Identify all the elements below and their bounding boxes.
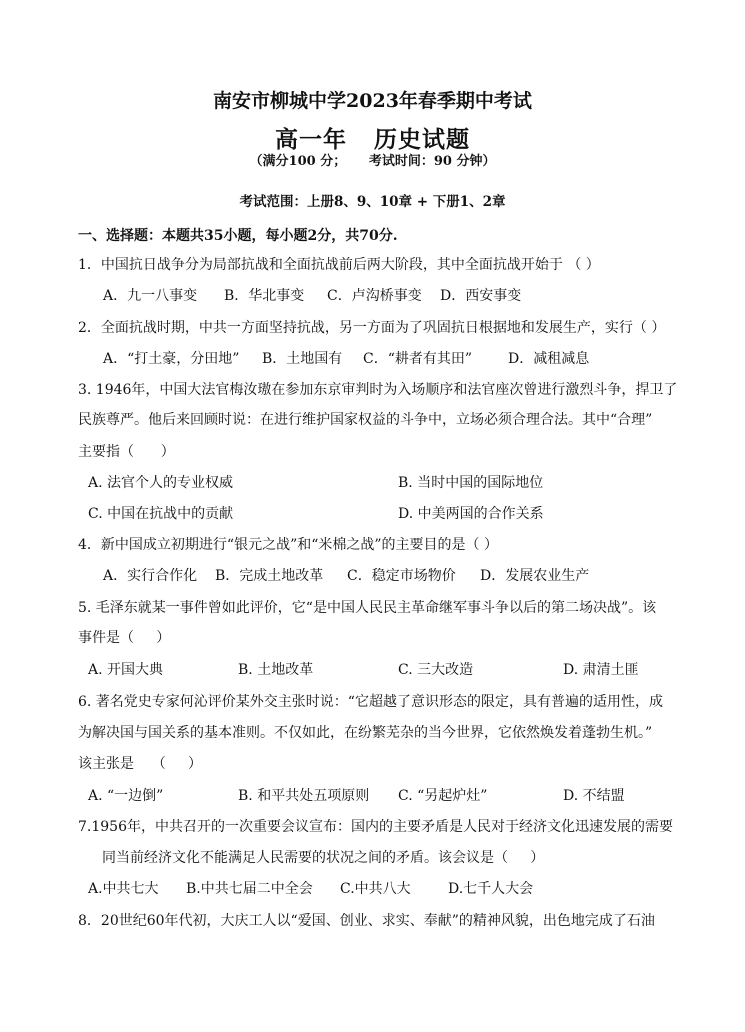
q2-option-a: A．“打土豪，分田地”: [103, 351, 240, 367]
q7-option-a: A.中共七大: [88, 881, 159, 897]
question-3-stem-line-1: 3. 1946年，中国大法官梅汝璈在参加东京审判时为入场顺序和法官座次曾进行激烈斗争，捍卫了: [78, 382, 678, 398]
q4-option-a: A．实行合作化: [103, 568, 198, 584]
question-6-stem-line-2: 为解决国与国关系的基本准则。不仅如此，在纷繁芜杂的当今世界，它依然焕发着蓬勃生机。”: [78, 725, 653, 741]
section-heading: 一、选择题：本题共35小题，每小题2分，共70分.: [78, 228, 398, 244]
exam-meta: （满分100 分； 考试时间：90 分钟）: [249, 154, 496, 169]
question-7-stem-line-1: 7.1956年，中共召开的一次重要会议宣布：国内的主要矛盾是人民对于经济文化迅速发展的需要: [78, 819, 673, 835]
q1-option-c: C．卢沟桥事变: [327, 288, 422, 304]
q2-option-d: D．减租减息: [508, 351, 590, 367]
q2-option-b: B．土地国有: [262, 351, 343, 367]
question-6-stem-line-1: 6. 著名党史专家何沁评价某外交主张时说：“它超越了意识形态的限定，具有普遍的适用性，成: [78, 694, 663, 710]
q6-option-c: C. “另起炉灶”: [398, 788, 488, 804]
q6-option-b: B. 和平共处五项原则: [238, 788, 370, 804]
q5-option-c: C. 三大改造: [398, 662, 474, 678]
q1-option-d: D．西安事变: [440, 288, 522, 304]
question-5-stem-line-1: 5. 毛泽东就某一事件曾如此评价，它“是中国人民民主革命继军事斗争以后的第二场决战”。该: [78, 600, 657, 616]
q2-option-c: C．“耕者有其田”: [363, 351, 473, 367]
question-3-stem-line-2: 民族尊严。他后来回顾时说：在进行维护国家权益的斗争中，立场必须合理合法。其中“合理”: [78, 412, 653, 428]
q6-option-a: A. “一边倒”: [88, 788, 164, 804]
question-8-stem-line-1: 8．20世纪60年代初，大庆工人以“爱国、创业、求实、奉献”的精神风貌，出色地完成了石油: [78, 913, 655, 929]
q4-option-c: C．稳定市场物价: [347, 568, 456, 584]
q3-option-c: C. 中国在抗战中的贡献: [88, 506, 234, 522]
q1-option-b: B．华北事变: [224, 288, 305, 304]
q5-option-b: B. 土地改革: [238, 662, 314, 678]
q3-option-d: D. 中美两国的合作关系: [398, 506, 544, 522]
q7-option-d: D.七千人大会: [448, 881, 534, 897]
q5-option-d: D. 肃清土匪: [563, 662, 639, 678]
q4-option-d: D．发展农业生产: [480, 568, 590, 584]
q3-option-a: A. 法官个人的专业权威: [88, 475, 234, 491]
question-5-stem-line-2: 事件是（ ）: [78, 630, 171, 646]
q7-option-b: B.中共七届二中全会: [186, 881, 313, 897]
q4-option-b: B．完成土地改革: [215, 568, 324, 584]
q6-option-d: D. 不结盟: [563, 788, 625, 804]
q7-option-c: C.中共八大: [340, 881, 411, 897]
q1-option-a: A．九一八事变: [103, 288, 198, 304]
question-7-stem-line-2: 同当前经济文化不能满足人民需要的状况之间的矛盾。该会议是（ ）: [102, 850, 545, 866]
question-6-stem-line-3: 该主张是 （ ）: [78, 756, 203, 772]
question-4-stem: 4．新中国成立初期进行“银元之战”和“米棉之战”的主要目的是（ ）: [78, 537, 498, 553]
question-2-stem: 2．全面抗战时期，中共一方面坚持抗战，另一方面为了巩固抗日根据地和发展生产，实行（ ）: [78, 320, 666, 336]
subject-title: 高一年 历史试题: [274, 126, 471, 153]
q5-option-a: A. 开国大典: [88, 662, 164, 678]
question-3-stem-line-3: 主要指（ ）: [78, 444, 175, 460]
question-1-stem: 1．中国抗日战争分为局部抗战和全面抗战前后两大阶段，其中全面抗战开始于 （ ）: [78, 257, 600, 273]
school-exam-title: 南安市柳城中学2023年春季期中考试: [213, 90, 532, 112]
q3-option-b: B. 当时中国的国际地位: [398, 475, 544, 491]
exam-scope: 考试范围：上册8、9、10章 + 下册1、2章: [239, 194, 506, 210]
